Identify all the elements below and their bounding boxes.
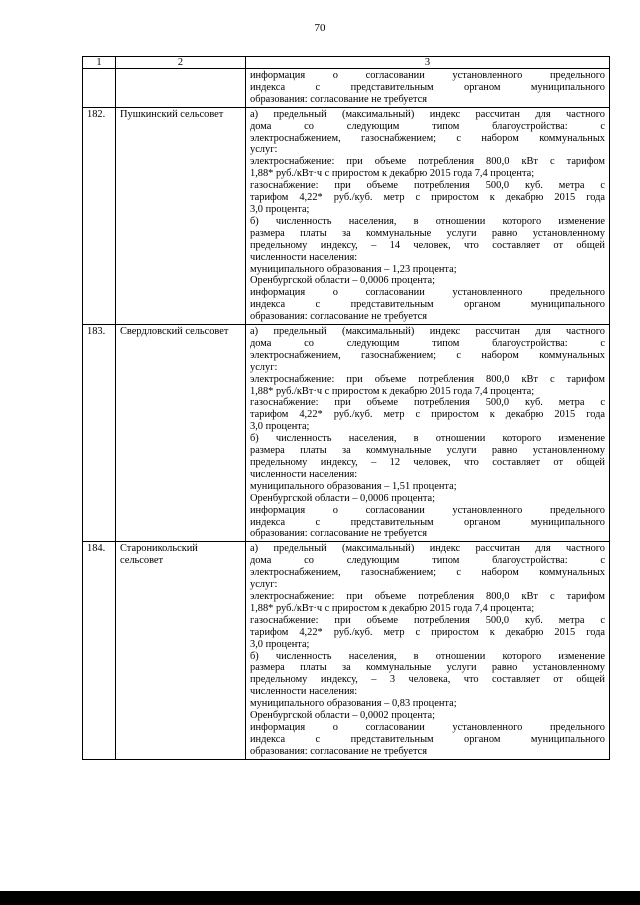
details-line: численности населения: [250, 468, 358, 480]
details-line: 1,88* руб./кВт·ч с приростом к декабрю 2015 года 7,4 процента; [250, 385, 535, 397]
municipality-name-cell: Пушкинский сельсовет [116, 107, 246, 324]
details-line: б) численность населения, в отношении которого изменение [250, 215, 605, 227]
municipal-index-table [82, 56, 610, 760]
details-line: электроснабжение: при объеме потребления 800,0 кВт с тарифом [250, 156, 605, 168]
details-line: муниципального образования – 0,83 процента; [250, 698, 457, 710]
page-number: 70 [314, 22, 326, 34]
details-line: а) предельный (максимальный) индекс рассчитан для частного [250, 108, 605, 120]
column-header-1: 1 [83, 57, 116, 69]
details-line: индекса с представительным органом муниципального [250, 516, 605, 528]
details-line: Оренбургской области – 0,0006 процента; [250, 275, 436, 287]
column-header-2: 2 [116, 57, 246, 69]
details-line: услуг: [250, 579, 278, 591]
details-line: тарифом 4,22* руб./куб. метр с приростом к декабрю 2015 года [250, 409, 605, 421]
row-number-cell: 182. [83, 107, 116, 324]
scan-edge-bar [0, 891, 640, 905]
municipality-name-cell [116, 69, 246, 108]
details-line: образования: согласование не требуется [250, 528, 428, 540]
details-line: индекса с представительным органом муниципального [250, 81, 605, 93]
table-row [83, 542, 610, 759]
details-line: электроснабжением, газоснабжением; с набором коммунальных [250, 567, 605, 579]
details-line: газоснабжение: при объеме потребления 500,0 куб. метра с [250, 614, 605, 626]
details-line: информация о согласовании установленного предельного [250, 504, 605, 516]
index-details-cell [246, 542, 610, 759]
details-line: электроснабжением, газоснабжением; с набором коммунальных [250, 349, 605, 361]
details-line: газоснабжение: при объеме потребления 500,0 куб. метра с [250, 397, 605, 409]
details-line: индекса с представительным органом муниципального [250, 733, 605, 745]
details-line: информация о согласовании установленного предельного [250, 70, 605, 81]
details-line: размера платы за коммунальные услуги равно установленному [250, 227, 605, 239]
details-line: дома со следующим типом благоустройства: с [250, 120, 605, 132]
table-body [83, 69, 610, 760]
details-line: б) численность населения, в отношении которого изменение [250, 650, 605, 662]
details-line: численности населения: [250, 251, 358, 263]
details-line: электроснабжение: при объеме потребления 800,0 кВт с тарифом [250, 590, 605, 602]
details-line: индекса с представительным органом муниципального [250, 299, 605, 311]
details-line: тарифом 4,22* руб./куб. метр с приростом к декабрю 2015 года [250, 192, 605, 204]
details-line: размера платы за коммунальные услуги равно установленному [250, 445, 605, 457]
details-line: образования: согласование не требуется [250, 745, 428, 757]
details-line: муниципального образования – 1,51 процента; [250, 480, 457, 492]
table-header-row [83, 57, 610, 69]
index-details-cell [246, 69, 610, 108]
details-line: информация о согласовании установленного предельного [250, 721, 605, 733]
details-line: предельному индексу, – 12 человек, что составляет от общей [250, 457, 605, 468]
index-details-cell [246, 107, 610, 324]
index-details-cell [246, 325, 610, 542]
details-line: численности населения: [250, 686, 358, 698]
row-number-cell: 184. [83, 542, 116, 759]
details-line: а) предельный (максимальный) индекс рассчитан для частного [250, 543, 605, 555]
details-line: предельному индексу, – 3 человека, что составляет от общей [250, 674, 605, 686]
details-line: образования: согласование не требуется [250, 93, 428, 105]
details-line: Оренбургской области – 0,0002 процента; [250, 710, 436, 722]
details-line: б) численность населения, в отношении которого изменение [250, 433, 605, 445]
details-line: образования: согласование не требуется [250, 311, 428, 323]
column-header-3: 3 [246, 57, 610, 69]
details-line: газоснабжение: при объеме потребления 500,0 куб. метра с [250, 180, 605, 192]
municipality-name-cell: Староникольский сельсовет [116, 542, 246, 759]
table-row [83, 69, 610, 108]
details-line: дома со следующим типом благоустройства: с [250, 555, 605, 567]
details-line: 1,88* руб./кВт·ч с приростом к декабрю 2015 года 7,4 процента; [250, 168, 535, 180]
table-row [83, 325, 610, 542]
row-number-cell: 183. [83, 325, 116, 542]
details-line: электроснабжением, газоснабжением; с набором коммунальных [250, 132, 605, 144]
details-line: размера платы за коммунальные услуги равно установленному [250, 662, 605, 674]
details-line: 3,0 процента; [250, 638, 310, 650]
row-number-cell [83, 69, 116, 108]
details-line: муниципального образования – 1,23 процента; [250, 263, 457, 275]
details-line: 3,0 процента; [250, 203, 310, 215]
details-line: тарифом 4,22* руб./куб. метр с приростом к декабрю 2015 года [250, 626, 605, 638]
details-line: дома со следующим типом благоустройства: с [250, 337, 605, 349]
details-line: электроснабжение: при объеме потребления 800,0 кВт с тарифом [250, 373, 605, 385]
details-line: информация о согласовании установленного предельного [250, 287, 605, 299]
details-line: 1,88* руб./кВт·ч с приростом к декабрю 2015 года 7,4 процента; [250, 602, 535, 614]
municipality-name-cell: Свердловский сельсовет [116, 325, 246, 542]
details-line: 3,0 процента; [250, 421, 310, 433]
details-line: услуг: [250, 361, 278, 373]
details-line: предельному индексу, – 14 человек, что составляет от общей [250, 239, 605, 251]
details-line: а) предельный (максимальный) индекс рассчитан для частного [250, 326, 605, 338]
details-line: услуг: [250, 144, 278, 156]
table-row [83, 107, 610, 324]
details-line: Оренбургской области – 0,0006 процента; [250, 492, 436, 504]
